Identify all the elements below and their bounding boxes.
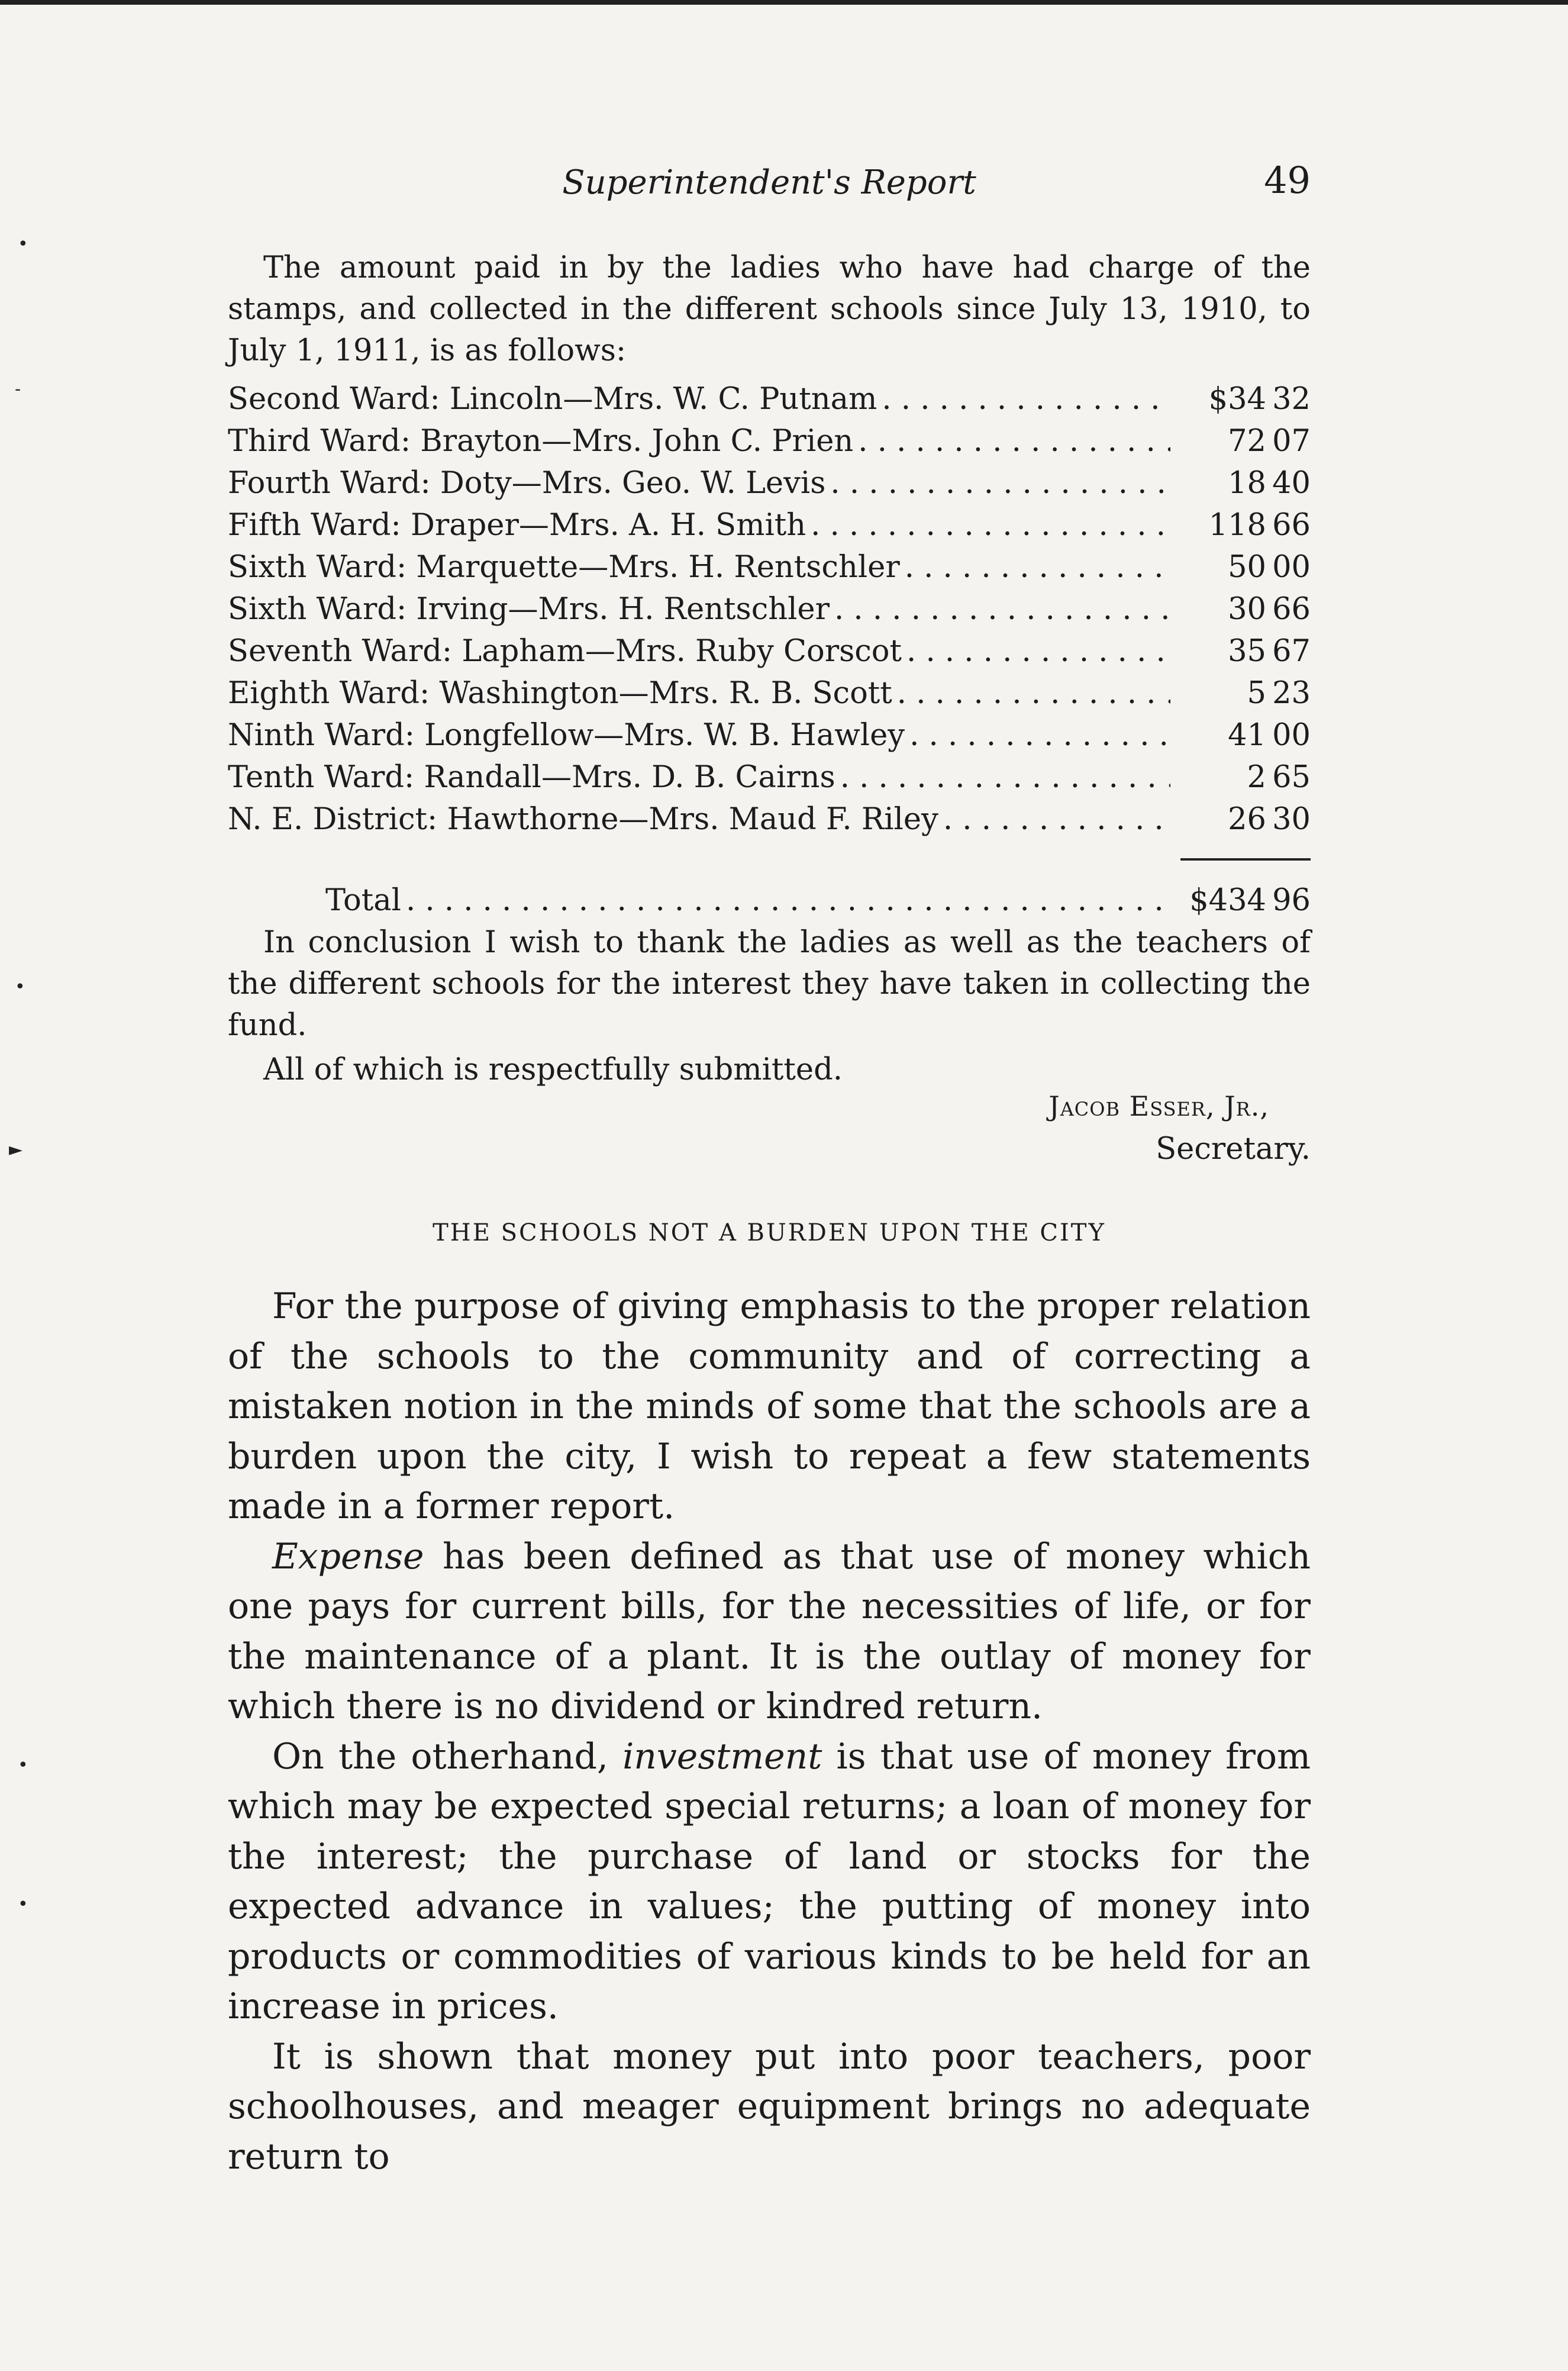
page-number: 49 — [1264, 159, 1311, 202]
ledger-label: Tenth Ward: Randall—Mrs. D. B. Cairns — [228, 760, 835, 795]
paragraph-text: has been defined as that use of money which one pays for current bills, for the necessities of life, or for the maintenance of a plant. It is the outlay of money for which there is no dividend or kindred return. — [228, 1535, 1311, 1727]
ledger-cents: 66 — [1272, 508, 1311, 543]
total-cents: 96 — [1272, 883, 1311, 918]
paragraph-text: is that use of money from which may be expected special returns; a loan of money for the interest; the purchase of land or stocks for the expected advance in values; the putting of money into products or commodities of various kinds to be held for an increase in prices. — [228, 1735, 1311, 2027]
leader-dots — [897, 676, 1170, 711]
ledger-cents: 66 — [1272, 592, 1311, 627]
ledger-row — [228, 550, 1311, 592]
leader-dots — [882, 382, 1170, 417]
ledger-label: Third Ward: Brayton—Mrs. John C. Prien — [228, 424, 854, 459]
leader-dots — [909, 718, 1170, 753]
ledger-cents: 00 — [1272, 550, 1311, 585]
body-text — [228, 1281, 1311, 2182]
leader-dots — [858, 424, 1170, 459]
ledger-cents: 40 — [1272, 466, 1311, 501]
ledger-dollars: 18 — [1228, 466, 1266, 501]
ledger-label: Sixth Ward: Irving—Mrs. H. Rentschler — [228, 592, 830, 627]
ledger-cents: 23 — [1272, 676, 1311, 711]
total-rule — [1180, 858, 1311, 861]
ledger-dollars: 5 — [1247, 676, 1266, 711]
running-title: Superintendent's Report — [562, 163, 976, 202]
ledger-cents: 32 — [1272, 382, 1311, 417]
leader-dots — [406, 883, 1170, 918]
signer-name: Jacob Esser, Jr., — [1048, 1090, 1269, 1122]
ledger-dollars: 2 — [1247, 760, 1266, 795]
section-heading: THE SCHOOLS NOT A BURDEN UPON THE CITY — [433, 1219, 1106, 1246]
ledger-label: Seventh Ward: Lapham—Mrs. Ruby Corscot — [228, 634, 902, 669]
ledger-label: Eighth Ward: Washington—Mrs. R. B. Scott — [228, 676, 892, 711]
ledger-row — [228, 382, 1311, 424]
margin-mark: • — [18, 234, 28, 255]
ledger-label: Fourth Ward: Doty—Mrs. Geo. W. Levis — [228, 466, 826, 501]
margin-mark: • — [15, 977, 25, 997]
italic-term: investment — [622, 1735, 822, 1777]
page-top-border — [0, 0, 1568, 5]
leader-dots — [906, 634, 1170, 669]
margin-mark: - — [15, 379, 21, 400]
ledger-cents: 65 — [1272, 760, 1311, 795]
ledger-row — [228, 508, 1311, 550]
ledger-dollars: 26 — [1228, 802, 1266, 837]
ledger-cents: 00 — [1272, 718, 1311, 753]
ledger-cents: 30 — [1272, 802, 1311, 837]
margin-mark: ► — [9, 1139, 23, 1160]
body-paragraph: For the purpose of giving emphasis to the proper relation of the schools to the community and of correcting a mistaken notion in the minds of some that the schools are a burden upon the city, I wish to repeat a few statements made in a former report. — [228, 1286, 1311, 1527]
ledger-row — [228, 676, 1311, 718]
paragraph-text: On the otherhand, — [272, 1735, 623, 1777]
leader-dots — [943, 802, 1170, 837]
collections-ledger — [228, 382, 1311, 844]
ledger-dollars: 35 — [1228, 634, 1266, 669]
ledger-row — [228, 592, 1311, 634]
ledger-cents: 67 — [1272, 634, 1311, 669]
margin-mark: • — [18, 1894, 28, 1915]
leader-dots — [811, 508, 1170, 543]
ledger-dollars: 41 — [1228, 718, 1266, 753]
intro-paragraph: The amount paid in by the ladies who have had charge of the stamps, and collected in the different schools since July 13, 1910, to July 1, 1911, is as follows: — [228, 250, 1311, 368]
leader-dots — [905, 550, 1170, 585]
total-dollars: $434 — [1189, 883, 1266, 918]
ledger-total-row — [228, 883, 1311, 918]
ledger-row — [228, 760, 1311, 802]
ledger-label: Sixth Ward: Marquette—Mrs. H. Rentschler — [228, 550, 900, 585]
ledger-cents: 07 — [1272, 424, 1311, 459]
ledger-dollars: 72 — [1228, 424, 1266, 459]
ledger-label: Fifth Ward: Draper—Mrs. A. H. Smith — [228, 508, 806, 543]
ledger-dollars: 50 — [1228, 550, 1266, 585]
ledger-label: Ninth Ward: Longfellow—Mrs. W. B. Hawley — [228, 718, 905, 753]
ledger-row — [228, 634, 1311, 676]
ledger-dollars: 118 — [1208, 508, 1266, 543]
ledger-row — [228, 424, 1311, 466]
margin-mark: • — [18, 1755, 28, 1776]
total-label: Total — [325, 883, 401, 918]
page-header — [228, 159, 1311, 206]
ledger-row — [228, 802, 1311, 844]
leader-dots — [840, 760, 1170, 795]
conclusion-paragraph: In conclusion I wish to thank the ladies as well as the teachers of the different schools for the interest they have taken in collecting the fund. — [228, 925, 1311, 1043]
ledger-label: Second Ward: Lincoln—Mrs. W. C. Putnam — [228, 382, 877, 417]
ledger-row — [228, 466, 1311, 508]
body-paragraph — [228, 1532, 1311, 1732]
ledger-row — [228, 718, 1311, 760]
body-paragraph — [228, 1732, 1311, 2032]
ledger-dollars: $34 — [1208, 382, 1266, 417]
ledger-label: N. E. District: Hawthorne—Mrs. Maud F. Riley — [228, 802, 938, 837]
italic-term: Expense — [272, 1535, 424, 1577]
body-paragraph: It is shown that money put into poor teachers, poor schoolhouses, and meager equipment brings no adequate return to — [228, 2035, 1311, 2177]
leader-dots — [830, 466, 1170, 501]
ledger-dollars: 30 — [1228, 592, 1266, 627]
submitted-line: All of which is respectfully submitted. — [263, 1052, 843, 1087]
signer-title: Secretary. — [1156, 1132, 1311, 1167]
leader-dots — [834, 592, 1170, 627]
